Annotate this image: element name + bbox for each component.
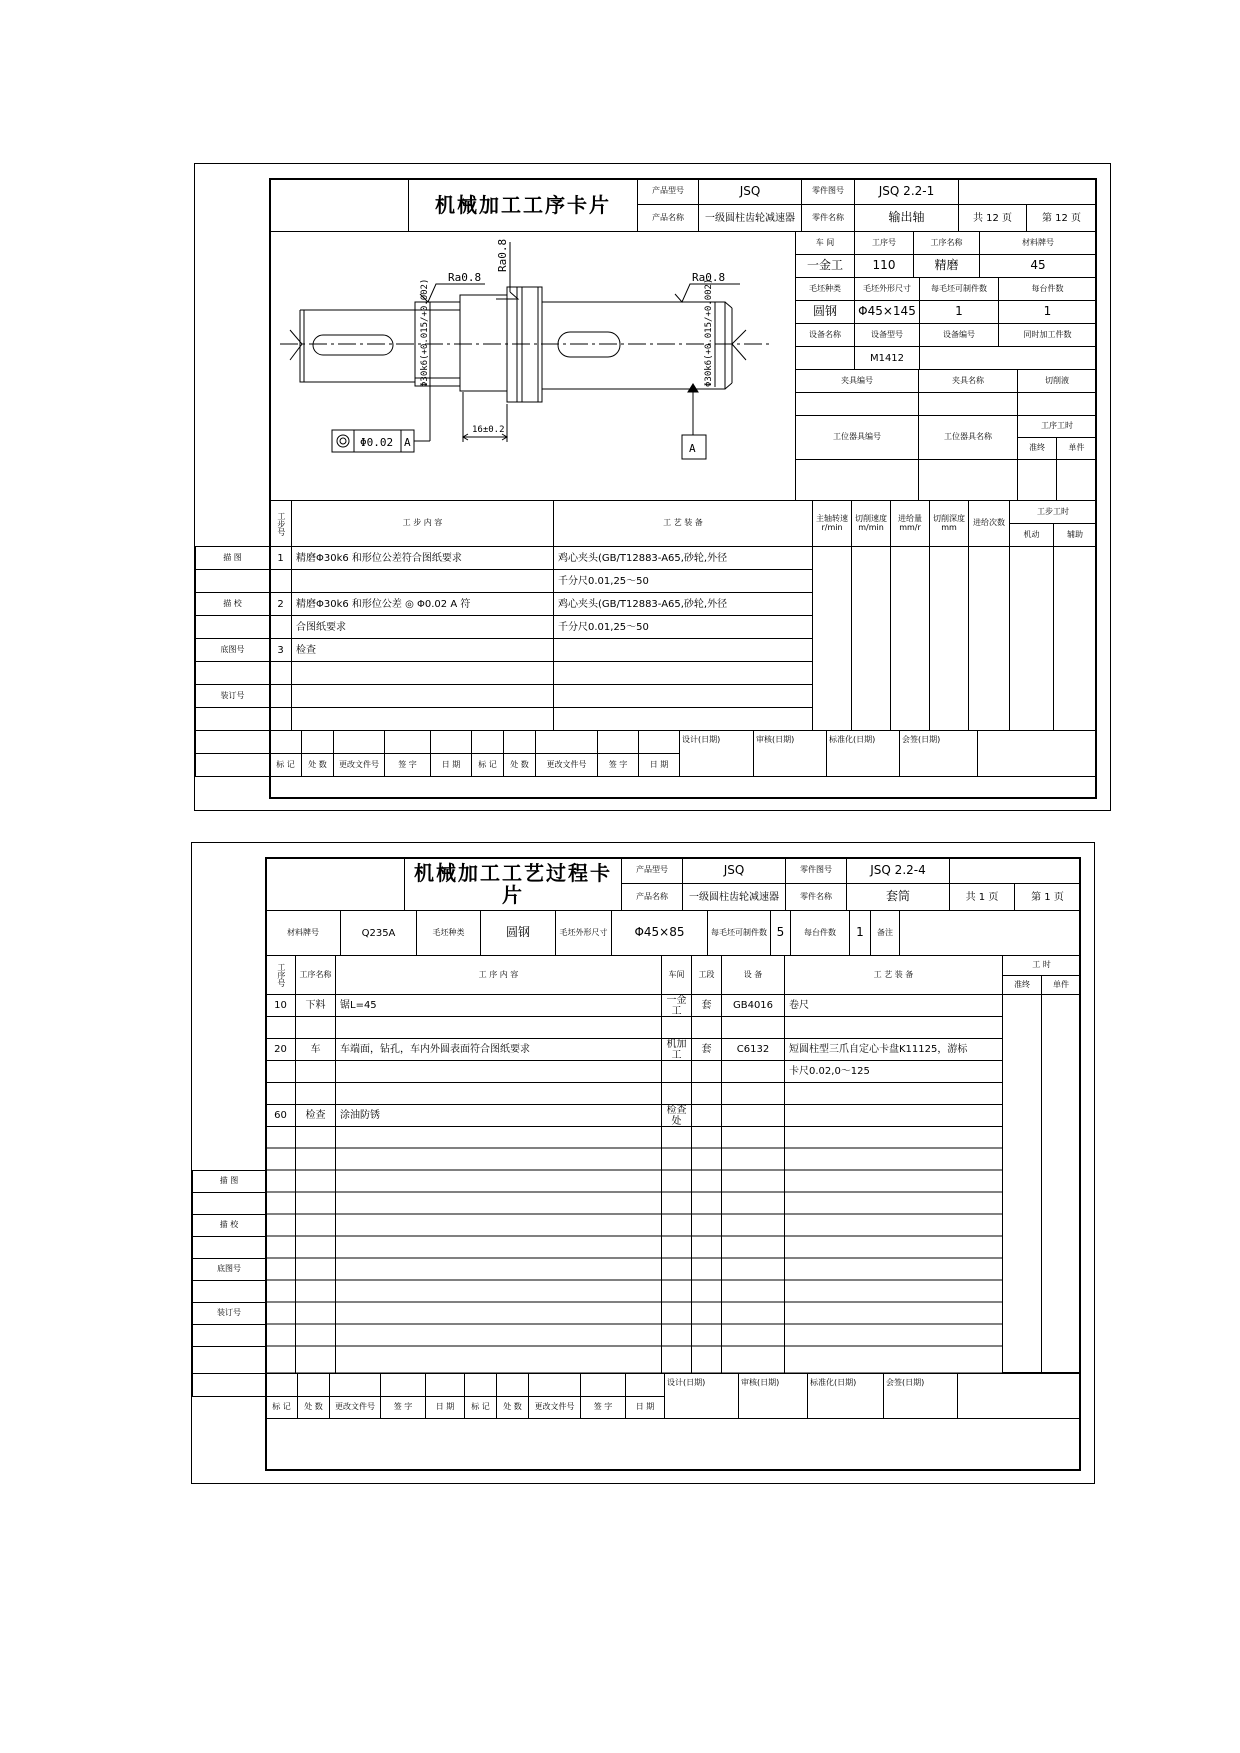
card-2-header-blank-right bbox=[949, 857, 1081, 884]
material: Q235A bbox=[340, 910, 417, 956]
param-col bbox=[929, 546, 969, 731]
op-row-workshop: 机加工 bbox=[661, 1038, 692, 1061]
step-content: 精磨Φ30k6 和形位公差符合图纸要求 bbox=[291, 546, 554, 570]
op-row-no: 10 bbox=[265, 994, 296, 1017]
param-col bbox=[1053, 546, 1097, 731]
side-label-check: 描 校 bbox=[192, 1214, 266, 1237]
length-dim: 16±0.2 bbox=[472, 425, 505, 435]
step-content: 合图纸要求 bbox=[291, 615, 554, 639]
op-row-no bbox=[265, 1016, 296, 1039]
footer-blank bbox=[638, 730, 680, 754]
op-row-name bbox=[295, 1060, 336, 1083]
side-label-trace: 描 图 bbox=[195, 546, 270, 570]
part-name-label: 零件名称 bbox=[785, 883, 847, 911]
op-row-name: 下料 bbox=[295, 994, 336, 1017]
footer-blank bbox=[425, 1373, 465, 1397]
station-tool-no-label: 工位器具编号 bbox=[795, 415, 919, 460]
footer-design: 设计(日期) bbox=[679, 730, 754, 777]
material-label: 材料牌号 bbox=[979, 231, 1097, 255]
op-row-content bbox=[335, 1016, 662, 1039]
op-name-label: 工序名称 bbox=[913, 231, 980, 255]
blank-size: Φ45×145 bbox=[854, 300, 920, 324]
product-model-label: 产品型号 bbox=[621, 857, 683, 884]
prep-col: 准终 bbox=[1002, 975, 1042, 995]
fixture-no-label: 夹具编号 bbox=[795, 369, 919, 393]
empty-row bbox=[269, 707, 292, 731]
op-row-equip: C6132 bbox=[721, 1038, 785, 1061]
coolant bbox=[1017, 392, 1097, 416]
ra-label-left: Ra0.8 bbox=[448, 271, 482, 284]
op-row-tooling bbox=[784, 1082, 1003, 1105]
footer-blank bbox=[580, 1373, 626, 1397]
per-unit: 1 bbox=[998, 300, 1097, 324]
empty-row bbox=[269, 661, 292, 685]
part-name: 输出轴 bbox=[854, 204, 959, 232]
part-drawing-label: 零件图号 bbox=[801, 178, 855, 205]
op-row-tooling bbox=[784, 1016, 1003, 1039]
param-col bbox=[1009, 546, 1054, 731]
station-tool-no bbox=[795, 459, 919, 501]
total-pages: 共 1 页 bbox=[949, 883, 1015, 911]
card-1-header-blank bbox=[269, 178, 409, 232]
footer-blank bbox=[265, 1373, 298, 1397]
op-no-col: 工序号 bbox=[265, 955, 296, 995]
blank-type: 圆钢 bbox=[480, 910, 556, 956]
equip-name bbox=[795, 346, 855, 370]
product-name-label: 产品名称 bbox=[637, 204, 699, 232]
side-blank bbox=[195, 615, 270, 639]
op-row-section: 套 bbox=[691, 994, 722, 1017]
section-col: 工段 bbox=[691, 955, 722, 995]
ra-label-top: Ra0.8 bbox=[496, 238, 509, 272]
datum-letter: A bbox=[689, 442, 696, 455]
op-row-workshop: 检查处 bbox=[661, 1104, 692, 1127]
footer-design: 设计(日期) bbox=[664, 1373, 739, 1419]
step-equip bbox=[553, 638, 813, 662]
side-blank bbox=[195, 753, 270, 777]
card-2-header-blank bbox=[265, 857, 405, 911]
equip-col-header: 工 艺 装 备 bbox=[553, 500, 813, 547]
blank-type-label: 毛坯种类 bbox=[795, 277, 855, 301]
footer-review: 审核(日期) bbox=[738, 1373, 808, 1419]
footer-blank bbox=[957, 1373, 1081, 1419]
op-row-tooling: 卡尺0.02,0～125 bbox=[784, 1060, 1003, 1083]
footer-blank bbox=[471, 730, 504, 754]
footer-col: 更改文件号 bbox=[535, 753, 598, 777]
footer-col: 签 字 bbox=[597, 753, 639, 777]
op-row-no bbox=[265, 1060, 296, 1083]
side-label-base: 底图号 bbox=[195, 638, 270, 662]
coolant-label: 切削液 bbox=[1017, 369, 1097, 393]
side-label-base: 底图号 bbox=[192, 1258, 266, 1281]
op-row-no bbox=[265, 1082, 296, 1105]
footer-blank bbox=[297, 1373, 330, 1397]
part-name-label: 零件名称 bbox=[801, 204, 855, 232]
cut-speed-col-header: 切削速度 m/min bbox=[851, 500, 891, 547]
hours-body bbox=[1041, 994, 1081, 1373]
fixture-name-label: 夹具名称 bbox=[918, 369, 1018, 393]
footer-blank bbox=[430, 730, 472, 754]
footer-blank bbox=[464, 1373, 497, 1397]
footer-col: 更改文件号 bbox=[333, 753, 385, 777]
footer-blank bbox=[329, 1373, 381, 1397]
per-blank: 5 bbox=[770, 910, 791, 956]
per-unit-label: 每台件数 bbox=[998, 277, 1097, 301]
param-col bbox=[968, 546, 1010, 731]
blank-size: Φ45×85 bbox=[611, 910, 708, 956]
side-blank bbox=[192, 1236, 266, 1259]
side-blank bbox=[192, 1324, 266, 1347]
op-row-section bbox=[691, 1016, 722, 1039]
footer-review: 审核(日期) bbox=[753, 730, 827, 777]
footer-col: 处 数 bbox=[301, 753, 334, 777]
empty-row bbox=[553, 661, 813, 685]
op-row-workshop: 一金工 bbox=[661, 994, 692, 1017]
footer-blank bbox=[503, 730, 536, 754]
op-row-no: 20 bbox=[265, 1038, 296, 1061]
equipment-col: 设 备 bbox=[721, 955, 785, 995]
side-label-check: 描 校 bbox=[195, 592, 270, 616]
footer-blank bbox=[269, 730, 302, 754]
unit-col: 单件 bbox=[1041, 975, 1081, 995]
blank-size-label: 毛坯外形尺寸 bbox=[555, 910, 612, 956]
op-row-tooling: 卷尺 bbox=[784, 994, 1003, 1017]
blank-type-label: 毛坯种类 bbox=[416, 910, 481, 956]
product-model: JSQ bbox=[682, 857, 786, 884]
op-row-name: 车 bbox=[295, 1038, 336, 1061]
footer-blank bbox=[380, 1373, 426, 1397]
card-2-title: 机械加工工艺过程卡片 bbox=[404, 857, 622, 911]
step-no: 1 bbox=[269, 546, 292, 570]
machine-col-header: 机动 bbox=[1009, 523, 1054, 547]
step-equip: 鸡心夹头(GB/T12883-A65,砂轮,外径 bbox=[553, 546, 813, 570]
footer-blank bbox=[625, 1373, 665, 1397]
prep-time bbox=[1017, 459, 1057, 501]
footer-blank bbox=[597, 730, 639, 754]
footer-col: 签 字 bbox=[384, 753, 431, 777]
side-blank bbox=[192, 1280, 266, 1303]
unit-time-label: 单件 bbox=[1056, 437, 1097, 460]
speed-col-header: 主轴转速 r/min bbox=[812, 500, 852, 547]
dim-right: Φ30k6(+0.015/+0.002) bbox=[704, 278, 714, 387]
remark-label: 备注 bbox=[870, 910, 900, 956]
equip-model-label: 设备型号 bbox=[854, 323, 920, 347]
footer-col: 标 记 bbox=[265, 1396, 298, 1419]
side-blank bbox=[195, 661, 270, 685]
step-no: 3 bbox=[269, 638, 292, 662]
op-row-section bbox=[691, 1104, 722, 1127]
footer-blank bbox=[977, 730, 1097, 777]
card-1-header-blank-right bbox=[958, 178, 1097, 205]
op-name-col: 工序名称 bbox=[295, 955, 336, 995]
footer-col: 签 字 bbox=[380, 1396, 426, 1419]
dim-left: Φ30k6(+0.015/+0.002) bbox=[420, 278, 430, 387]
side-blank bbox=[192, 1346, 266, 1374]
total-pages: 共 12 页 bbox=[958, 204, 1027, 232]
op-name: 精磨 bbox=[913, 254, 980, 278]
op-row-content bbox=[335, 1082, 662, 1105]
blank-type: 圆钢 bbox=[795, 300, 855, 324]
side-blank bbox=[195, 707, 270, 731]
step-no bbox=[269, 569, 292, 593]
step-content: 精磨Φ30k6 和形位公差 ◎ Φ0.02 A 符 bbox=[291, 592, 554, 616]
footer-col: 更改文件号 bbox=[329, 1396, 381, 1419]
ra-label-right: Ra0.8 bbox=[692, 271, 726, 284]
op-no: 110 bbox=[854, 254, 914, 278]
part-drawing: JSQ 2.2-1 bbox=[854, 178, 959, 205]
footer-standard: 标准化(日期) bbox=[826, 730, 900, 777]
side-label-bind: 装订号 bbox=[192, 1302, 266, 1325]
param-col bbox=[851, 546, 891, 731]
op-row-tooling bbox=[784, 1104, 1003, 1127]
footer-col: 标 记 bbox=[269, 753, 302, 777]
footer-blank bbox=[535, 730, 598, 754]
footer-col: 标 记 bbox=[464, 1396, 497, 1419]
op-row-section bbox=[691, 1082, 722, 1105]
blank-size-label: 毛坯外形尺寸 bbox=[854, 277, 920, 301]
op-row-workshop bbox=[661, 1016, 692, 1039]
footer-col: 更改文件号 bbox=[528, 1396, 581, 1419]
process-card-2 bbox=[191, 842, 1095, 1484]
step-col-header: 工步号 bbox=[269, 500, 292, 547]
remark bbox=[899, 910, 1081, 956]
page-number: 第 1 页 bbox=[1014, 883, 1081, 911]
process-card-1 bbox=[194, 163, 1111, 811]
side-blank bbox=[192, 1373, 266, 1397]
footer-blank bbox=[528, 1373, 581, 1397]
step-time-col-header: 工步工时 bbox=[1009, 500, 1097, 524]
footer-col: 处 数 bbox=[503, 753, 536, 777]
empty-row bbox=[553, 684, 813, 708]
footer-sign: 会签(日期) bbox=[883, 1373, 958, 1419]
content-col-header: 工 步 内 容 bbox=[291, 500, 554, 547]
step-content bbox=[291, 569, 554, 593]
op-row-equip bbox=[721, 1082, 785, 1105]
empty-row bbox=[291, 684, 554, 708]
unit-time bbox=[1056, 459, 1097, 501]
footer-blank bbox=[384, 730, 431, 754]
op-row-content: 车端面，钻孔，车内外圆表面符合图纸要求 bbox=[335, 1038, 662, 1061]
op-row-section: 套 bbox=[691, 1038, 722, 1061]
per-unit: 1 bbox=[849, 910, 871, 956]
op-row-equip bbox=[721, 1104, 785, 1127]
step-equip: 千分尺0.01,25～50 bbox=[553, 569, 813, 593]
product-name: 一级圆柱齿轮减速器 bbox=[698, 204, 802, 232]
op-row-section bbox=[691, 1060, 722, 1083]
op-row-workshop bbox=[661, 1082, 692, 1105]
material-label: 材料牌号 bbox=[265, 910, 341, 956]
empty-row bbox=[553, 707, 813, 731]
product-model: JSQ bbox=[698, 178, 802, 205]
hours-col: 工 时 bbox=[1002, 955, 1081, 976]
op-row-equip bbox=[721, 1016, 785, 1039]
op-row-equip bbox=[721, 1060, 785, 1083]
product-name-label: 产品名称 bbox=[621, 883, 683, 911]
op-row-content: 锯L=45 bbox=[335, 994, 662, 1017]
footer-col: 标 记 bbox=[471, 753, 504, 777]
tolerance-value: Φ0.02 bbox=[360, 436, 394, 449]
part-name: 套筒 bbox=[846, 883, 950, 911]
param-col bbox=[890, 546, 930, 731]
step-equip: 千分尺0.01,25～50 bbox=[553, 615, 813, 639]
tolerance-datum: A bbox=[404, 436, 411, 449]
param-col bbox=[812, 546, 852, 731]
op-row-name bbox=[295, 1082, 336, 1105]
side-blank bbox=[195, 730, 270, 754]
equip-no-label: 设备编号 bbox=[919, 323, 999, 347]
per-unit-label: 每台件数 bbox=[790, 910, 850, 956]
footer-sign: 会签(日期) bbox=[899, 730, 978, 777]
footer-blank bbox=[333, 730, 385, 754]
depth-col-header: 切削深度 mm bbox=[929, 500, 969, 547]
station-tool-name-label: 工位器具名称 bbox=[918, 415, 1018, 460]
hours-body bbox=[1002, 994, 1042, 1373]
op-row-content bbox=[335, 1060, 662, 1083]
simul-label: 同时加工件数 bbox=[998, 323, 1097, 347]
fixture-name bbox=[918, 392, 1018, 416]
footer-standard: 标准化(日期) bbox=[807, 1373, 884, 1419]
part-drawing-label: 零件图号 bbox=[785, 857, 847, 884]
drawing-area bbox=[269, 231, 796, 501]
product-name: 一级圆柱齿轮减速器 bbox=[682, 883, 786, 911]
step-no: 2 bbox=[269, 592, 292, 616]
footer-col: 日 期 bbox=[638, 753, 680, 777]
op-no-label: 工序号 bbox=[854, 231, 914, 255]
step-equip: 鸡心夹头(GB/T12883-A65,砂轮,外径 bbox=[553, 592, 813, 616]
aux-col-header: 辅助 bbox=[1053, 523, 1097, 547]
step-no bbox=[269, 615, 292, 639]
step-content: 检查 bbox=[291, 638, 554, 662]
shaft-drawing bbox=[270, 232, 795, 500]
equip-model: M1412 bbox=[854, 346, 920, 370]
passes-col-header: 进给次数 bbox=[968, 500, 1010, 547]
op-time-label: 工序工时 bbox=[1017, 415, 1097, 438]
op-row-name: 检查 bbox=[295, 1104, 336, 1127]
per-blank: 1 bbox=[919, 300, 999, 324]
side-label-bind: 装订号 bbox=[195, 684, 270, 708]
tooling-col: 工 艺 装 备 bbox=[784, 955, 1003, 995]
page-number: 第 12 页 bbox=[1026, 204, 1097, 232]
side-blank bbox=[192, 1192, 266, 1215]
feed-col-header: 进给量 mm/r bbox=[890, 500, 930, 547]
station-tool-name bbox=[918, 459, 1018, 501]
op-row-content: 涂油防锈 bbox=[335, 1104, 662, 1127]
op-row-no: 60 bbox=[265, 1104, 296, 1127]
card-1-title: 机械加工工序卡片 bbox=[408, 178, 638, 232]
side-label-trace: 描 图 bbox=[192, 1170, 266, 1193]
per-blank-label: 每毛坯可制件数 bbox=[707, 910, 771, 956]
op-row-equip: GB4016 bbox=[721, 994, 785, 1017]
footer-col: 处 数 bbox=[297, 1396, 330, 1419]
op-row-workshop bbox=[661, 1060, 692, 1083]
footer-col: 日 期 bbox=[625, 1396, 665, 1419]
equip-no bbox=[919, 346, 1097, 370]
content-col: 工 序 内 容 bbox=[335, 955, 662, 995]
equip-name-label: 设备名称 bbox=[795, 323, 855, 347]
material: 45 bbox=[979, 254, 1097, 278]
empty-row bbox=[291, 661, 554, 685]
empty-row bbox=[269, 684, 292, 708]
footer-col: 日 期 bbox=[425, 1396, 465, 1419]
op-row-tooling: 短圆柱型三爪自定心卡盘K11125，游标 bbox=[784, 1038, 1003, 1061]
workshop-label: 车 间 bbox=[795, 231, 855, 255]
op-row-name bbox=[295, 1016, 336, 1039]
empty-row bbox=[291, 707, 554, 731]
footer-blank bbox=[496, 1373, 529, 1397]
footer-col: 签 字 bbox=[580, 1396, 626, 1419]
workshop-col: 车间 bbox=[661, 955, 692, 995]
prep-time-label: 准终 bbox=[1017, 437, 1057, 460]
side-blank bbox=[195, 569, 270, 593]
fixture-no bbox=[795, 392, 919, 416]
per-blank-label: 每毛坯可制件数 bbox=[919, 277, 999, 301]
footer-blank bbox=[301, 730, 334, 754]
part-drawing: JSQ 2.2-4 bbox=[846, 857, 950, 884]
workshop: 一金工 bbox=[795, 254, 855, 278]
footer-col: 处 数 bbox=[496, 1396, 529, 1419]
footer-col: 日 期 bbox=[430, 753, 472, 777]
product-model-label: 产品型号 bbox=[637, 178, 699, 205]
